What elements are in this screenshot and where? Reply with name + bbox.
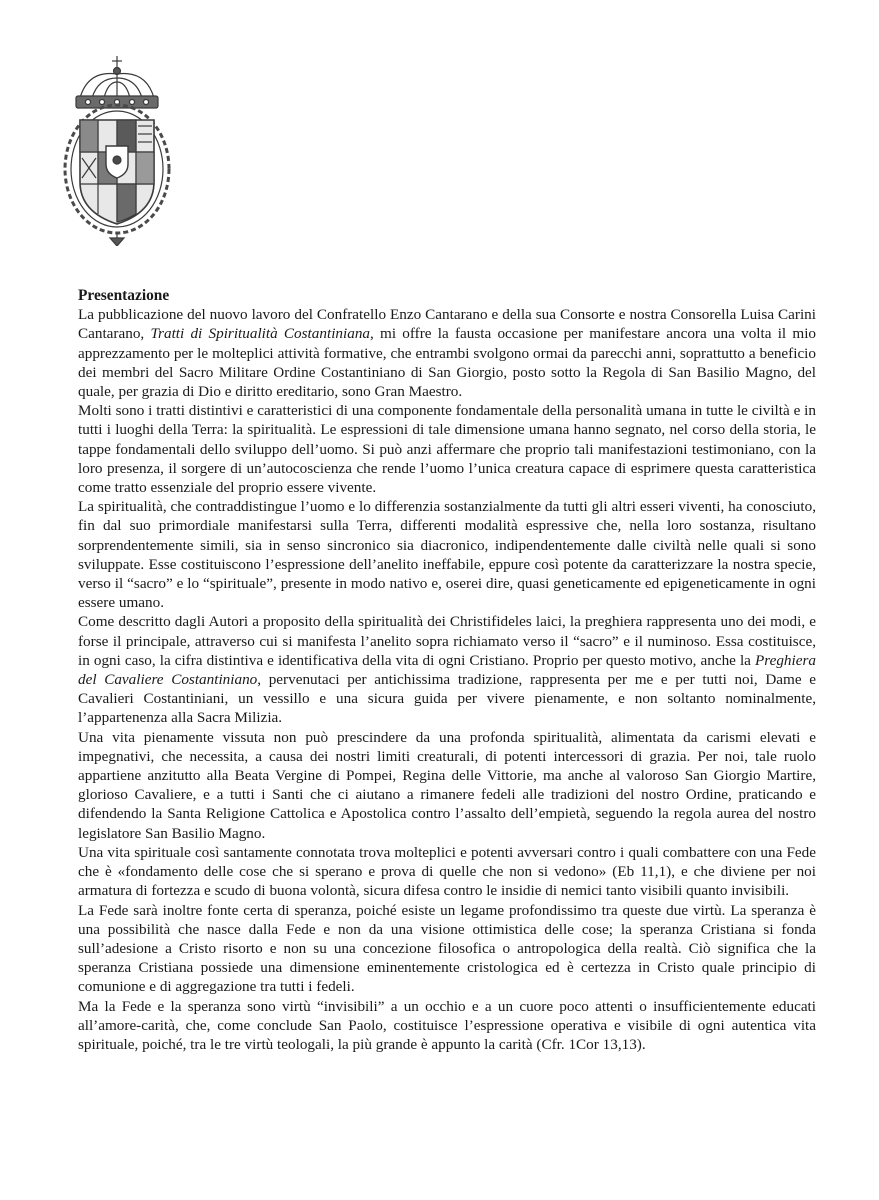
paragraph	[78, 997, 816, 1055]
paragraph-text: Come descritto dagli Autori a proposito della spiritualità dei Christifideles laici, la preghiera rappresenta uno dei modi, e forse il principale, attraverso cui si manifesta l’anelito sopra richiamato verso il “sacro” e il numinoso. Essa costituisce, in ogni caso, la cifra distintiva e identificativa della vita di ogni Cristiano. Proprio per questo motivo, anche la	[78, 613, 816, 669]
paragraph-text: Ma la Fede e la speranza sono virtù “invisibili” a un occhio e a un cuore poco attenti o insufficientemente educati all’amore-carità, che, come conclude San Paolo, costituisce l’espressione operativa e visibile di ogni autentica vita spirituale, poiché, tra le tre virtù teologali, la più grande è appunto la carità (Cfr. 1Cor 13,13).	[78, 997, 816, 1053]
coat-of-arms-emblem	[58, 54, 176, 246]
paragraph-text: , pervenutaci per antichissima tradizione, rappresenta per me e per tutti noi, Dame e Cavalieri Costantiniani, un vessillo e una sicura guida per vivere pienamente, e non soltanto nominalmente, l’appartenenza alla Sacra Milizia.	[78, 671, 816, 727]
section-heading: Presentazione	[78, 287, 170, 304]
paragraph-text: La pubblicazione del nuovo lavoro del Confratello Enzo Cantarano e della sua Consorte e nostra Consorella Luisa Carini Cantarano,	[78, 306, 816, 343]
paragraph-text: La Fede sarà inoltre fonte certa di speranza, poiché esiste un legame profondissimo tra queste due virtù. La speranza è una possibilità che nasce dalla Fede e non da una visione ottimistica delle cose; la speranza Cristiana si fonda sull’adesione a Cristo risorto e non su una concezione filosofica o antropologica della realtà. Ciò significa che la speranza Cristiana possiede una dimensione eminentemente cristologica ed è certezza in Cristo quale principio di comunione e di aggregazione tra tutti i fedeli.	[78, 901, 816, 996]
italic-title-text: Tratti di Spiritualità Costantiniana	[150, 325, 371, 343]
paragraph-text: , mi offre la fausta occasione per manifestare ancora una volta il mio apprezzamento per le molteplici attività formative, che entrambi svolgono ormai da parecchi anni, soprattutto a beneficio dei membri del Sacro Militare Ordine Costantiniano di San Giorgio, posto sotto la Regola di San Basilio Magno, del quale, per grazia di Dio e diritto ereditario, sono Gran Maestro.	[78, 325, 817, 401]
paragraph	[78, 612, 816, 727]
paragraph	[78, 843, 816, 901]
paragraph-text: Una vita pienamente vissuta non può prescindere da una profonda spiritualità, alimentata da carismi elevati e impegnativi, che necessita, a causa dei nostri limiti creaturali, di potenti intercessori di grazia. Per noi, tale ruolo appartiene anzitutto alla Beata Vergine di Pompei, Regina delle Vittorie, ma anche al valoroso San Giorgio Martire, glorioso Cavaliere, e a tutti i Santi che ci aiutano a rimanere fedeli alle tradizioni del nostro Ordine, praticando e difendendo la Santa Religione Cattolica e Apostolica contro l’assalto dell’empietà, seguendo la regola aurea del nostro legislatore San Basilio Magno.	[78, 728, 816, 842]
paragraph	[78, 305, 816, 401]
paragraph-text: La spiritualità, che contraddistingue l’uomo e lo differenzia sostanzialmente da tutti gli altri esseri viventi, ha conosciuto, fin dal suo primordiale manifestarsi sulla Terra, differenti modalità espressive che, nella loro sostanza, risultano sorprendentemente simili, sia in senso sincronico sia diacronico, indipendentemente dalle civiltà nelle quali si sono sviluppate. Esse costituiscono l’espressione dell’anelito ineffabile, eppure così potente da caratterizzare la nostra specie, verso il “sacro” e lo “spirituale”, presente in modo nativo e, oserei dire, quasi geneticamente ed epigeneticamente in ogni essere umano.	[78, 498, 816, 612]
paragraph-list	[78, 305, 816, 1054]
paragraph	[78, 401, 816, 497]
paragraph	[78, 728, 816, 843]
paragraph	[78, 497, 816, 612]
document-body	[78, 286, 816, 1054]
paragraph-text: Una vita spirituale così santamente connotata trova molteplici e potenti avversari contro i quali combattere con una Fede che è «fondamento delle cose che si sperano e prova di quelle che non si vedono» (Eb 11,1), e che diviene per noi armatura di fortezza e scudo di buona volontà, sicura difesa contro le insidie di nemici tanto visibili quanto invisibili.	[78, 843, 816, 900]
paragraph-text: Molti sono i tratti distintivi e caratteristici di una componente fondamentale della personalità umana in tutte le civiltà e in tutti i luoghi della Terra: la spiritualità. Le espressioni di tale dimensione umana hanno segnato, nel corso della storia, le tappe fondamentali dello sviluppo dell’uomo. Si può anzi affermare che proprio tali manifestazioni testimoniano, con la loro presenza, il sorgere di un’autocoscienza che rende l’uomo l’unica creatura capace di esprimere questa caratteristica come tratto essenziale del proprio essere vivente.	[78, 402, 816, 497]
paragraph	[78, 901, 816, 997]
italic-title-text: Preghiera del Cavaliere Costantiniano	[78, 651, 816, 689]
